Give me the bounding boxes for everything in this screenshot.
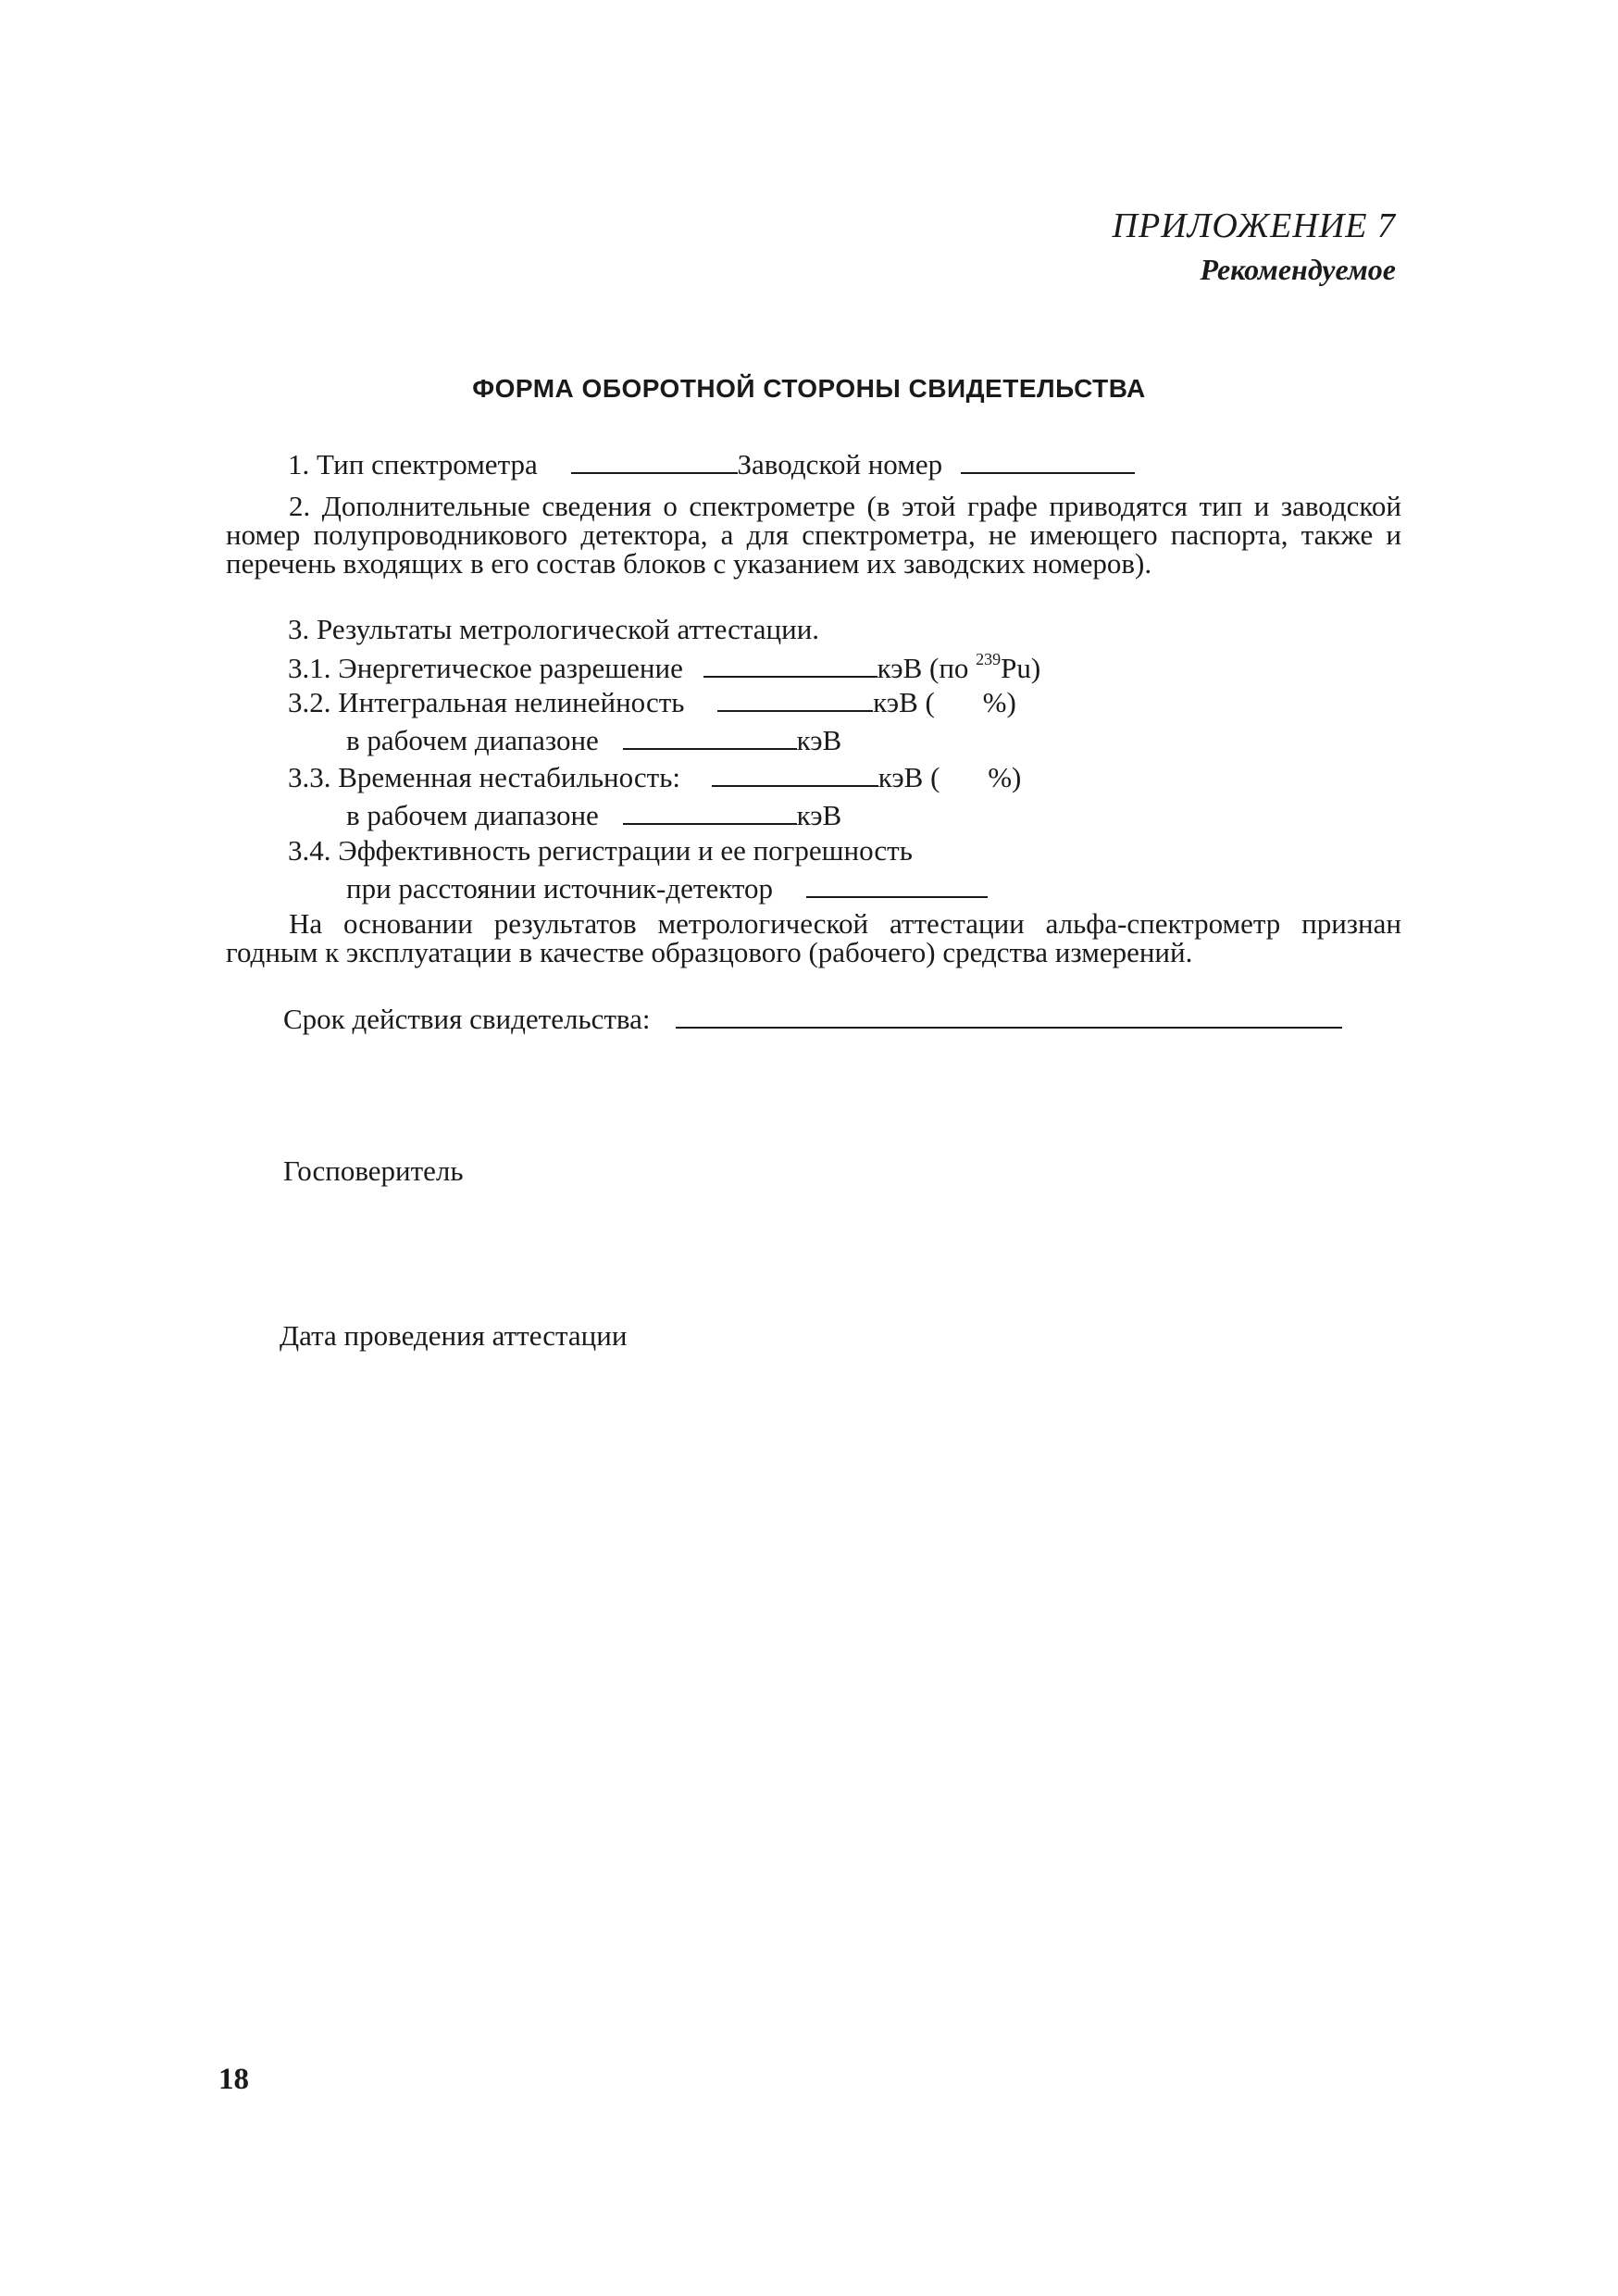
integral-nonlinearity-percent: %): [982, 686, 1016, 718]
temporal-instability-blank[interactable]: [712, 763, 878, 787]
item-3-4-row: [288, 836, 913, 865]
item-3-4-distance-row: [346, 874, 988, 903]
spectrometer-type-label: 1. Тип спектрометра: [288, 448, 538, 480]
isotope-mass-number: 239: [976, 650, 1002, 668]
form-title: ФОРМА ОБОРОТНОЙ СТОРОНЫ СВИДЕТЕЛЬСТВА: [472, 374, 1146, 403]
integral-range-label: в рабочем диапазоне: [346, 724, 599, 756]
appendix-header: [1113, 206, 1396, 287]
validity-label: Срок действия свидетельства:: [283, 1003, 651, 1035]
source-detector-distance-label: при расстоянии источник-детектор: [346, 872, 774, 905]
item-3-3-row: [288, 763, 1021, 792]
registration-efficiency-label: 3.4. Эффективность регистрации и ее погрешность: [288, 834, 913, 867]
serial-number-label: Заводской номер: [737, 448, 943, 480]
validity-blank[interactable]: [676, 1004, 1342, 1029]
item-3-1-row: [288, 651, 1040, 682]
energy-resolution-unit: кэВ (по: [877, 652, 969, 684]
item-2-paragraph: 2. Дополнительные сведения о спектрометре (в этой графе приводятся тип и заводской номер полупроводникового детектора, а для спектрометра, не имеющего паспорта, также и перечень входящих в его состав блоков с указанием их заводских номеров).: [226, 490, 1401, 580]
integral-range-unit: кэВ: [796, 724, 842, 756]
appendix-number: ПРИЛОЖЕНИЕ 7: [1112, 206, 1396, 245]
item-1-row: [288, 450, 1135, 479]
item-3-heading: 3. Результаты метрологической аттестации.: [288, 613, 820, 645]
serial-number-blank[interactable]: [961, 450, 1135, 474]
item-3-3-range-row: [346, 801, 841, 830]
energy-resolution-label: 3.1. Энергетическое разрешение: [288, 652, 683, 684]
integral-nonlinearity-label: 3.2. Интегральная нелинейность: [288, 686, 685, 718]
energy-resolution-blank[interactable]: [703, 654, 877, 678]
temporal-instability-label: 3.3. Временная нестабильность:: [288, 761, 680, 793]
temporal-range-unit: кэВ: [796, 799, 842, 831]
validity-row: [283, 1004, 1342, 1033]
temporal-range-label: в рабочем диапазоне: [346, 799, 599, 831]
source-detector-distance-blank[interactable]: [806, 874, 988, 898]
integral-nonlinearity-unit: кэВ (: [873, 686, 935, 718]
page-number: 18: [218, 2063, 249, 2096]
temporal-instability-unit: кэВ (: [877, 761, 940, 793]
integral-nonlinearity-blank[interactable]: [717, 688, 873, 712]
item-3-2-range-row: [346, 726, 841, 755]
item-3-2-row: [288, 688, 1016, 717]
conclusion-paragraph: На основании результатов метрологической аттестации альфа-спектрометр признан годным к эксплуатации в качестве образцового (рабочего) средства измерений.: [226, 907, 1401, 968]
isotope-symbol: Pu): [1001, 652, 1041, 684]
temporal-instability-percent: %): [988, 761, 1022, 793]
integral-range-blank[interactable]: [623, 726, 797, 750]
temporal-range-blank[interactable]: [623, 801, 797, 825]
state-verifier-label: Госповеритель: [283, 1154, 464, 1187]
certification-date-label: Дата проведения аттестации: [280, 1319, 628, 1352]
spectrometer-type-blank[interactable]: [571, 450, 738, 474]
appendix-status: Рекомендуемое: [1200, 252, 1396, 286]
